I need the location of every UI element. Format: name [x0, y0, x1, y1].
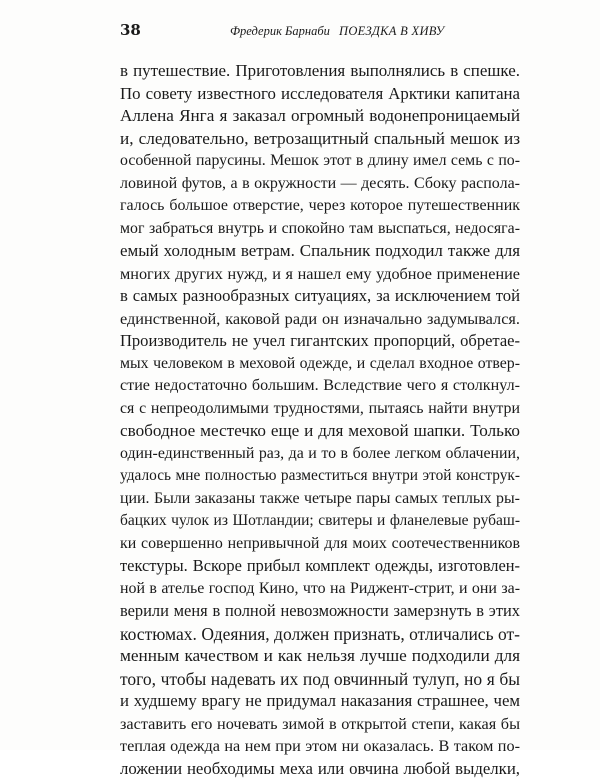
text-line: ложении необходимы меха или овчина любой выделки, [120, 758, 520, 780]
running-head-title: ПОЕЗДКА В ХИВУ [339, 24, 444, 38]
text-line: теплая одежда на нем при этом ни оказалась. В таком по- [120, 735, 520, 758]
text-line: Аллена Янга я заказал огромный водонепроницаемый [120, 105, 520, 128]
text-line: удалось мне полностью разместиться внутри этой конструк- [120, 465, 520, 488]
page-number: 38 [120, 20, 141, 40]
text-line: особенной парусины. Мешок этот в длину имел семь с по- [120, 150, 520, 173]
text-line: ции. Были заказаны также четыре пары самых теплых ры- [120, 488, 520, 511]
text-line: и худшему врагу не придумал наказания страшнее, чем [120, 690, 520, 713]
text-line: ся с непреодолимыми трудностями, пытаясь найти внутри [120, 398, 520, 421]
text-line: мог забраться внутрь и спокойно там выспаться, недосягa- [120, 218, 520, 241]
text-line: ки совершенно непривычной для моих соотечественников [120, 533, 520, 556]
text-line: По совету известного исследователя Арктики капитана [120, 83, 520, 106]
page-header [120, 20, 520, 44]
text-line: в самых разнообразных ситуациях, за исключением той [120, 285, 520, 308]
text-line: верили меня в полной невозможности замерзнуть в этих [120, 600, 520, 623]
text-line: ной в ателье господ Кино, что на Риджент-стрит, и они за- [120, 578, 520, 601]
text-line: текстуры. Вскоре прибыл комплект одежды, изготовлен- [120, 555, 520, 578]
body-text [120, 60, 520, 780]
text-line: заставить его ночевать зимой в открытой степи, какая бы [120, 713, 520, 736]
text-line: Производитель не учел гигантских пропорций, обретае- [120, 330, 520, 353]
text-line: и, следовательно, ветрозащитный спальный мешок из [120, 128, 520, 151]
text-line: емый холодным ветрам. Спальник подходил также для [120, 240, 520, 263]
text-line: многих других нужд, и я нашел ему удобное применение [120, 263, 520, 286]
text-line: стие недостаточно большим. Вследствие чего я столкнул- [120, 375, 520, 398]
text-line: костюмах. Одеяния, должен признать, отличались от- [120, 623, 520, 646]
text-line: один-единственный раз, да и то в более легком облачении, [120, 443, 520, 466]
text-line: галось большое отверстие, через которое путешественник [120, 195, 520, 218]
text-line: в путешествие. Приготовления выполнялись в спешке. [120, 60, 520, 83]
text-line: единственной, каковой ради он изначально задумывался. [120, 308, 520, 331]
text-line: бацких чулок из Шотландии; свитеры и фланелевые рубаш- [120, 510, 520, 533]
text-line: того, чтобы надевать их под овчинный тулуп, но я бы [120, 668, 520, 691]
text-line: свободное местечко еще и для меховой шапки. Только [120, 420, 520, 443]
running-head-author: Фредерик Барнаби [230, 24, 330, 38]
running-head [230, 22, 444, 40]
text-line: менным качеством и как нельзя лучше подходили для [120, 645, 520, 668]
text-line: ловиной футов, а в окружности — десять. Сбоку распола- [120, 173, 520, 196]
text-line: мых человеком в меховой одежде, и сделал входное отвер- [120, 353, 520, 376]
